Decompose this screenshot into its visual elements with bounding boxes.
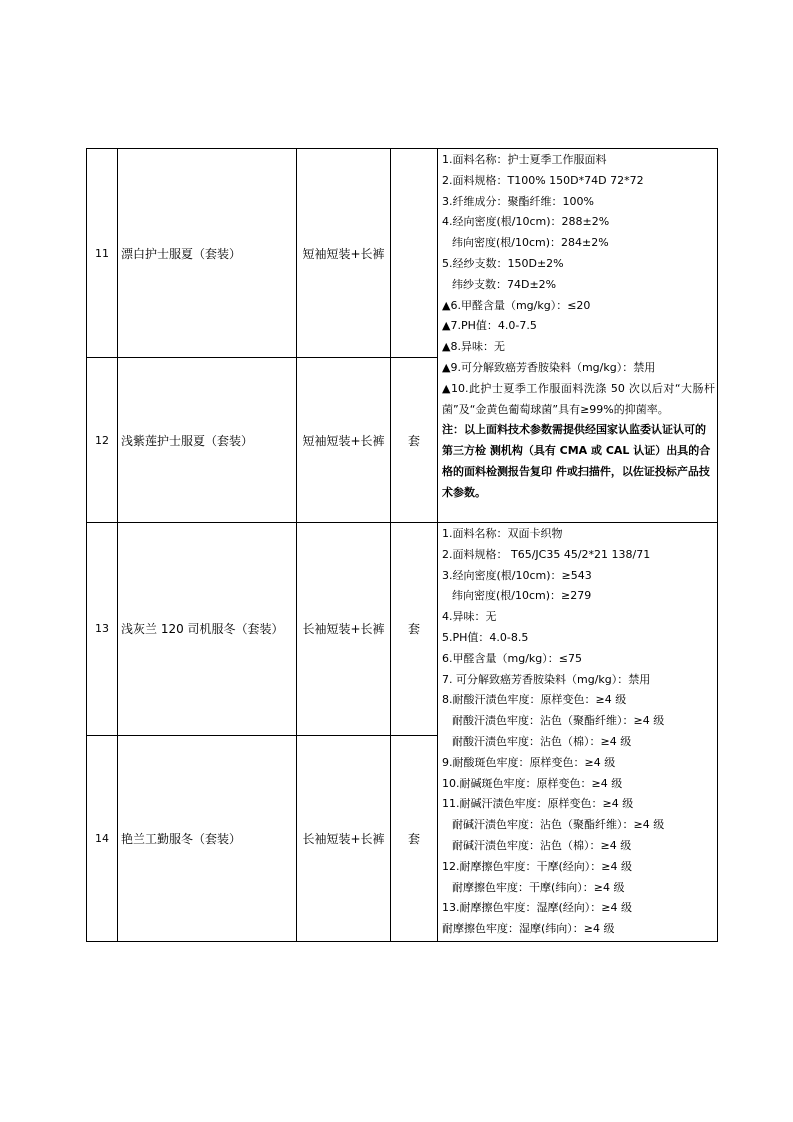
spec-note: 注：以上面料技术参数需提供经国家认监委认证认可的第三方检 测机构（具有 CMA 或 CAL 认证）出具的合格的面料检测报告复印 件或扫描件，以佐证投标产品技术参数。 <box>442 423 711 499</box>
spec-line: 4.异味：无 <box>442 610 497 624</box>
winter-spec-cell <box>438 523 718 942</box>
product-unit: 套 <box>391 735 438 941</box>
product-style: 长袖短装+长裤 <box>297 735 391 941</box>
spec-table <box>86 148 718 942</box>
product-style: 短袖短装+长裤 <box>297 358 391 523</box>
summer-spec-cell <box>438 149 718 523</box>
spec-line: 耐摩擦色牢度：干摩(纬向）：≥4 级 <box>452 880 625 894</box>
product-unit: 套 <box>391 523 438 736</box>
spec-line: ▲7.PH值：4.0-7.5 <box>442 319 537 333</box>
row-number: 13 <box>87 523 118 736</box>
spec-line: 7. 可分解致癌芳香胺染料（mg/kg）：禁用 <box>442 672 651 686</box>
row-number: 14 <box>87 735 118 941</box>
product-name: 浅灰兰 120 司机服冬（套装） <box>118 523 297 736</box>
spec-line: 8.耐酸汗渍色牢度：原样变色：≥4 级 <box>442 693 627 707</box>
spec-line: 2.面料规格：T100% 150D*74D 72*72 <box>442 173 644 187</box>
spec-line: 耐酸汗渍色牢度：沾色（聚酯纤维）：≥4 级 <box>452 714 665 728</box>
spec-line: 9.耐酸斑色牢度：原样变色：≥4 级 <box>442 755 616 769</box>
spec-line: 5.PH值：4.0-8.5 <box>442 630 529 644</box>
row-number: 12 <box>87 358 118 523</box>
spec-line: ▲8.异味：无 <box>442 340 505 354</box>
table-row <box>87 523 718 736</box>
spec-line: 5.经纱支数：150D±2% <box>442 256 564 270</box>
spec-line: ▲10.此护士夏季工作服面料洗涤 50 次以后对“大肠杆菌”及“金黄色葡萄球菌”具有≥99%的抑菌率。 <box>442 381 715 416</box>
product-unit <box>391 149 438 358</box>
product-style: 短袖短装+长裤 <box>297 149 391 358</box>
spec-line: 耐碱汗渍色牢度：沾色（棉）：≥4 级 <box>452 838 632 852</box>
spec-line: 6.甲醛含量（mg/kg）：≤75 <box>442 651 582 665</box>
spec-line: 纬向密度(根/10cm)：≥279 <box>452 589 592 603</box>
product-name: 艳兰工勤服冬（套装） <box>118 735 297 941</box>
spec-line: 2.面料规格： T65/JC35 45/2*21 138/71 <box>442 547 651 561</box>
spec-line: 3.经向密度(根/10cm)：≥543 <box>442 568 592 582</box>
spec-line: 1.面料名称：护士夏季工作服面料 <box>442 153 607 166</box>
product-name: 漂白护士服夏（套装） <box>118 149 297 358</box>
spec-line: ▲9.可分解致癌芳香胺染料（mg/kg）：禁用 <box>442 360 656 374</box>
product-style: 长袖短装+长裤 <box>297 523 391 736</box>
spec-line: 耐摩擦色牢度：湿摩(纬向）：≥4 级 <box>442 922 615 936</box>
spec-line: ▲6.甲醛含量（mg/kg）：≤20 <box>442 298 591 312</box>
spec-line: 纬向密度(根/10cm)：284±2% <box>452 236 609 250</box>
spec-line: 13.耐摩擦色牢度：湿摩(经向）：≥4 级 <box>442 901 632 915</box>
table-row <box>87 149 718 358</box>
spec-line: 3.纤维成分：聚酯纤维：100% <box>442 194 594 208</box>
spec-line: 1.面料名称：双面卡织物 <box>442 527 563 540</box>
spec-line: 10.耐碱斑色牢度：原样变色：≥4 级 <box>442 776 623 790</box>
spec-line: 12.耐摩擦色牢度：干摩(经向）：≥4 级 <box>442 859 632 873</box>
product-unit: 套 <box>391 358 438 523</box>
spec-line: 11.耐碱汗渍色牢度：原样变色：≥4 级 <box>442 797 634 811</box>
spec-line: 4.经向密度(根/10cm)：288±2% <box>442 215 610 229</box>
product-name: 浅紫莲护士服夏（套装） <box>118 358 297 523</box>
spec-line: 耐碱汗渍色牢度：沾色（聚酯纤维）：≥4 级 <box>452 818 665 832</box>
spec-line: 耐酸汗渍色牢度：沾色（棉）：≥4 级 <box>452 734 632 748</box>
row-number: 11 <box>87 149 118 358</box>
spec-line: 纬纱支数：74D±2% <box>452 277 557 291</box>
